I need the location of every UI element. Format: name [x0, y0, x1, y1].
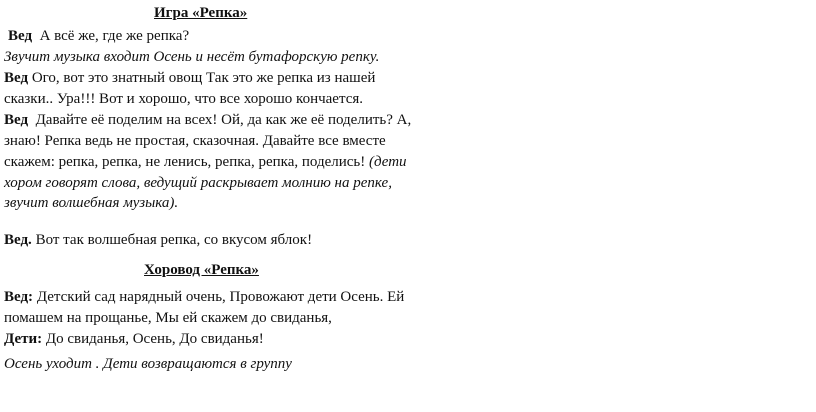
- text-line-7: [4, 153, 407, 171]
- line-text: Ого, вот это знатный овощ Так это же репка из нашей: [31, 70, 376, 86]
- line-text: До свиданья, Осень, До свиданья!: [45, 331, 264, 347]
- dialogue-line-2: [4, 69, 375, 87]
- speaker-label: Вед.: [4, 232, 32, 248]
- dialogue-line-1: [8, 27, 189, 45]
- document-title: Игра «Репка»: [154, 5, 248, 21]
- text-line-4: сказки.. Ура!!! Вот и хорошо, что все хорошо кончается.: [4, 91, 364, 107]
- speaker-label: Дети:: [4, 331, 43, 347]
- speaker-label: Вед: [4, 112, 29, 128]
- line-text: Вот так волшебная репка, со вкусом яблок!: [35, 232, 313, 248]
- speaker-label: Вед: [4, 70, 29, 86]
- stage-direction-1: Звучит музыка входит Осень и несёт бутафорскую репку.: [4, 49, 380, 65]
- stage-direction-3: звучит волшебная музыка).: [4, 195, 179, 211]
- stage-direction-inline: (дети: [369, 154, 407, 170]
- dialogue-line-6: [4, 330, 264, 348]
- text-line-12: помашем на прощанье, Мы ей скажем до свиданья,: [4, 310, 332, 326]
- dialogue-line-5: [4, 288, 404, 306]
- dialogue-line-4: [4, 231, 312, 249]
- section-title: Хоровод «Репка»: [144, 262, 259, 278]
- stage-direction-2: хором говорят слова, ведущий раскрывает молнию на репке,: [4, 175, 392, 191]
- dialogue-line-3: [4, 111, 411, 129]
- text-line-6: знаю! Репка ведь не простая, сказочная. Давайте все вместе: [4, 133, 386, 149]
- speaker-label: Вед: [8, 28, 33, 44]
- speaker-label: Вед:: [4, 289, 34, 305]
- line-text: Детский сад нарядный очень, Провожают дети Осень. Ей: [36, 289, 405, 305]
- line-text: Давайте её поделим на всех! Ой, да как же её поделить? А,: [35, 112, 412, 128]
- line-text: скажем: репка, репка, не ленись, репка, репка, поделись!: [4, 154, 366, 170]
- line-text: А всё же, где же репка?: [39, 28, 190, 44]
- stage-direction-4: Осень уходит . Дети возвращаются в группу: [4, 356, 292, 372]
